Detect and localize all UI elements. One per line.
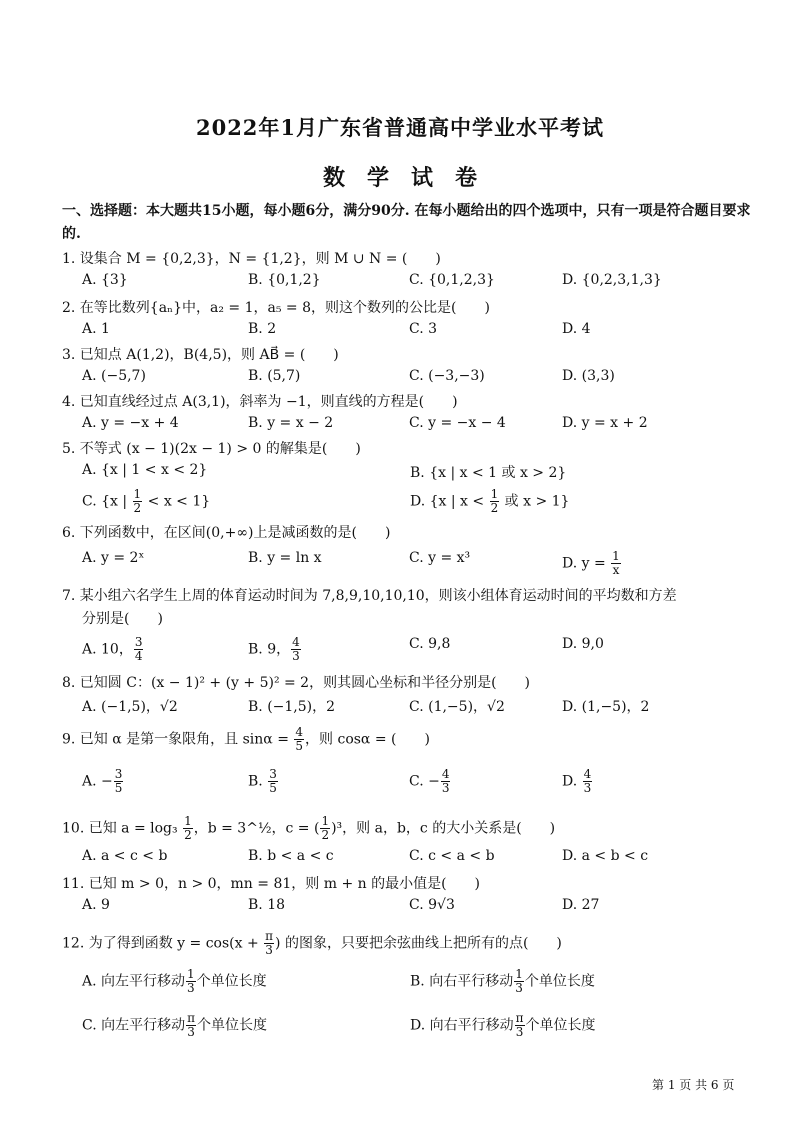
- option-d: D. y = $\frac{1}{x}$: [562, 549, 620, 577]
- question-7-cont: 分别是( ): [82, 611, 163, 627]
- fraction: $\frac{1}{2}$: [490, 487, 499, 515]
- option-d: D. (3,3): [562, 368, 615, 384]
- question-9: 9. 已知 α 是第一象限角，且 sinα = $\frac{4}{5}$ ，则 cosα = ( ): [62, 725, 430, 753]
- option-b: B. (−1,5)，2: [248, 699, 336, 715]
- options-4: [82, 415, 762, 439]
- option-a: A. (−1,5)，√2: [82, 699, 178, 715]
- option-c: C. 9√3: [409, 897, 455, 913]
- option-d: D. y = x + 2: [562, 415, 648, 431]
- question-3: 3. 已知点 A(1,2)，B(4,5)，则 AB⃗ = ( ): [62, 347, 339, 363]
- exam-subtitle: 数学试卷: [322, 165, 499, 191]
- option-b: B. 2: [248, 321, 277, 337]
- fraction: $\frac{3}{5}$: [114, 767, 123, 795]
- option-d: D. 9,0: [562, 636, 604, 652]
- option-d: D. 27: [562, 897, 600, 913]
- options-5-row1: [82, 462, 762, 486]
- option-b: B. (5,7): [248, 368, 301, 384]
- option-a: A. {3}: [82, 272, 128, 288]
- option-d: D. a < b < c: [562, 848, 649, 864]
- option-c: C. − $\frac{4}{3}$: [409, 767, 450, 795]
- options-3: [82, 368, 762, 392]
- exam-title: 2022年1月广东省普通高中学业水平考试: [195, 115, 605, 140]
- option-c: C. (1,−5)，√2: [409, 699, 505, 715]
- option-d: D. {0,2,3,1,3}: [562, 272, 662, 288]
- question-4: 4. 已知直线经过点 A(3,1)，斜率为 −1，则直线的方程是( ): [62, 394, 458, 410]
- question-5: 5. 不等式 (x − 1)(2x − 1) > 0 的解集是( ): [62, 441, 361, 457]
- options-2: [82, 321, 762, 345]
- question-1: 1. 设集合 M = {0,2,3}，N = {1,2}，则 M ∪ N = ( ): [62, 251, 441, 267]
- fraction: $\frac{3}{5}$: [269, 767, 277, 795]
- option-d: D. $\frac{4}{3}$: [562, 767, 592, 795]
- question-6: 6. 下列函数中，在区间(0,+∞)上是减函数的是( ): [62, 525, 391, 541]
- option-a: A. 向左平行移动 $\frac{1}{3}$ 个单位长度: [82, 967, 267, 995]
- options-12-row1: [82, 968, 762, 998]
- question-11: 11. 已知 m > 0，n > 0，mn = 81，则 m + n 的最小值是( ): [62, 876, 481, 892]
- option-c: C. 3: [409, 321, 438, 337]
- option-a: A. y = −x + 4: [82, 415, 179, 431]
- option-b: B. y = ln x: [248, 550, 322, 566]
- option-a: A. {x | 1 < x < 2}: [82, 462, 208, 478]
- fraction: $\frac{1}{2}$: [133, 487, 142, 515]
- option-c: C. (−3,−3): [409, 368, 485, 384]
- option-c: C. 向左平行移动 $\frac{\pi}{3}$ 个单位长度: [82, 1011, 268, 1039]
- question-10: 10. 已知 a = log₃ $\frac{1}{2}$ ，b = 3^½，c = ( $\frac{1}{2}$ )³，则 a，b，c 的大小关系是( ): [62, 814, 556, 842]
- option-a: A. a < c < b: [82, 848, 168, 864]
- fraction: $\frac{4}{3}$: [583, 767, 592, 795]
- question-12: 12. 为了得到函数 y = cos(x + $\frac{\pi}{3}$ ) 的图象，只要把余弦曲线上把所有的点( ): [62, 929, 562, 957]
- fraction: $\frac{1}{x}$: [612, 549, 620, 577]
- option-b: B. $\frac{3}{5}$: [248, 767, 277, 795]
- fraction: $\frac{1}{3}$: [187, 967, 195, 995]
- option-b: B. {x | x < 1 或 x > 2}: [410, 465, 567, 481]
- fraction: $\frac{1}{2}$: [321, 814, 330, 842]
- option-a: A. 10， $\frac{3}{4}$: [82, 635, 143, 663]
- fraction: $\frac{1}{2}$: [184, 814, 192, 842]
- option-d: D. {x | x < $\frac{1}{2}$ 或 x > 1}: [410, 487, 570, 515]
- option-b: B. 9， $\frac{4}{3}$: [248, 635, 300, 663]
- option-b: B. b < a < c: [248, 848, 334, 864]
- option-a: A. 9: [82, 897, 110, 913]
- options-1: [82, 272, 762, 296]
- options-11: [82, 897, 762, 921]
- option-b: B. 向右平行移动 $\frac{1}{3}$ 个单位长度: [410, 967, 595, 995]
- option-c: C. {0,1,2,3}: [409, 272, 495, 288]
- option-c: C. y = x³: [409, 550, 471, 566]
- page-number: 第 1 页 共 6 页: [652, 1078, 735, 1092]
- fraction: $\frac{1}{3}$: [515, 967, 523, 995]
- options-9: [82, 768, 762, 798]
- option-d: D. (1,−5)，2: [562, 699, 650, 715]
- options-6: [82, 550, 762, 580]
- fraction: $\frac{4}{5}$: [295, 725, 304, 753]
- option-b: B. y = x − 2: [248, 415, 334, 431]
- option-c: C. c < a < b: [409, 848, 495, 864]
- section-instructions: 一、选择题：本大题共15小题，每小题6分，满分90分. 在每小题给出的四个选项中，只有一项是符合题目要求的.: [62, 203, 751, 242]
- option-c: C. {x | $\frac{1}{2}$ < x < 1}: [82, 487, 211, 515]
- fraction: $\frac{4}{3}$: [441, 767, 450, 795]
- fraction: $\frac{\pi}{3}$: [515, 1011, 524, 1039]
- options-12-row2: [82, 1012, 762, 1042]
- question-2: 2. 在等比数列{aₙ}中，a₂ = 1，a₅ = 8，则这个数列的公比是( ): [62, 300, 490, 316]
- option-a: A. (−5,7): [82, 368, 146, 384]
- option-d: D. 向右平行移动 $\frac{\pi}{3}$ 个单位长度: [410, 1011, 596, 1039]
- option-c: C. y = −x − 4: [409, 415, 506, 431]
- option-a: A. 1: [82, 321, 110, 337]
- question-7: 7. 某小组六名学生上周的体育运动时间为 7,8,9,10,10,10，则该小组体育运动时间的平均数和方差: [62, 588, 677, 604]
- option-b: B. 18: [248, 897, 286, 913]
- fraction: $\frac{4}{3}$: [292, 635, 300, 663]
- option-a: A. − $\frac{3}{5}$: [82, 767, 123, 795]
- fraction: $\frac{\pi}{3}$: [187, 1011, 196, 1039]
- option-c: C. 9,8: [409, 636, 451, 652]
- options-8: [82, 696, 762, 720]
- question-8: 8. 已知圆 C：(x − 1)² + (y + 5)² = 2，则其圆心坐标和半径分别是( ): [62, 675, 531, 691]
- fraction: $\frac{\pi}{3}$: [265, 929, 274, 957]
- option-d: D. 4: [562, 321, 591, 337]
- options-10: [82, 848, 762, 872]
- options-5-row2: [82, 488, 762, 518]
- options-7: [82, 636, 762, 666]
- option-a: A. y = 2ˣ: [82, 550, 145, 566]
- option-b: B. {0,1,2}: [248, 272, 321, 288]
- fraction: $\frac{3}{4}$: [134, 635, 143, 663]
